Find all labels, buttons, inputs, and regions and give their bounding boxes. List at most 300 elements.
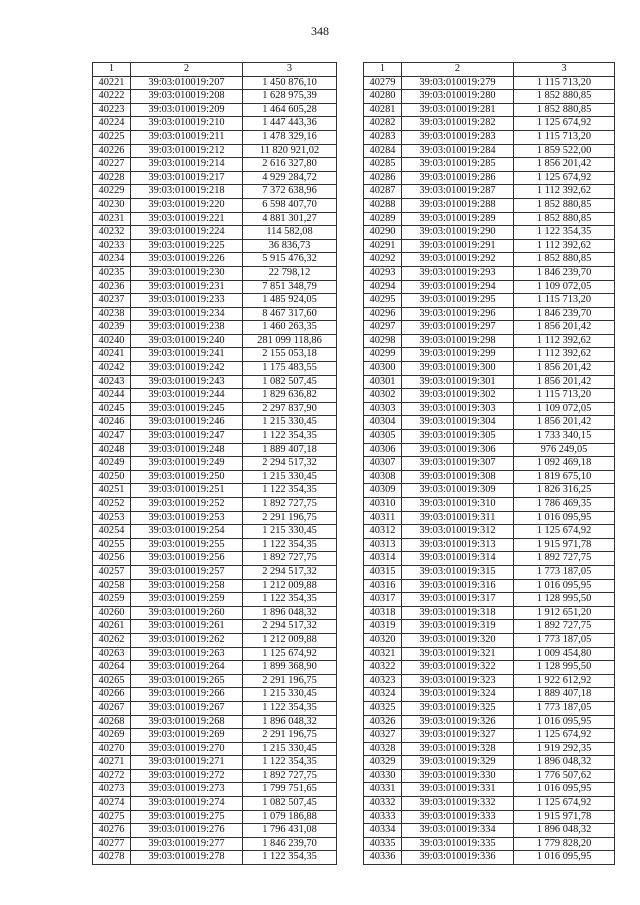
row-number: 40237: [93, 294, 131, 308]
cadastral-value: 1 856 201,42: [514, 158, 615, 172]
row-number: 40235: [93, 266, 131, 280]
row-number: 40250: [93, 470, 131, 484]
cadastral-number: 39:03:010019:308: [402, 470, 514, 484]
table-row: [364, 674, 615, 688]
cadastral-value: 2 616 327,80: [243, 158, 337, 172]
row-number: 40240: [93, 334, 131, 348]
row-number: 40280: [364, 90, 402, 104]
row-number: 40288: [364, 198, 402, 212]
cadastral-value: 1 447 443,36: [243, 117, 337, 131]
table-row: [364, 76, 615, 90]
table-row: [364, 362, 615, 376]
row-number: 40231: [93, 212, 131, 226]
cadastral-value: 1 852 880,85: [514, 103, 615, 117]
cadastral-number: 39:03:010019:259: [131, 593, 243, 607]
cadastral-value: 1 122 354,35: [243, 538, 337, 552]
table-row: [364, 511, 615, 525]
row-number: 40298: [364, 334, 402, 348]
cadastral-value: 1 896 048,32: [243, 715, 337, 729]
table-row: [93, 606, 337, 620]
table-row: [364, 198, 615, 212]
row-number: 40258: [93, 579, 131, 593]
row-number: 40236: [93, 280, 131, 294]
cadastral-number: 39:03:010019:336: [402, 851, 514, 865]
right-table: [363, 62, 615, 865]
row-number: 40228: [93, 171, 131, 185]
table-row: [93, 579, 337, 593]
cadastral-value: 4 881 301,27: [243, 212, 337, 226]
row-number: 40317: [364, 593, 402, 607]
cadastral-number: 39:03:010019:301: [402, 375, 514, 389]
cadastral-value: 1 852 880,85: [514, 253, 615, 267]
cadastral-value: 1 215 330,45: [243, 742, 337, 756]
row-number: 40222: [93, 90, 131, 104]
row-number: 40265: [93, 674, 131, 688]
cadastral-number: 39:03:010019:220: [131, 198, 243, 212]
cadastral-number: 39:03:010019:242: [131, 362, 243, 376]
row-number: 40256: [93, 552, 131, 566]
cadastral-number: 39:03:010019:208: [131, 90, 243, 104]
cadastral-value: 1 215 330,45: [243, 688, 337, 702]
table-row: [93, 729, 337, 743]
row-number: 40302: [364, 389, 402, 403]
cadastral-number: 39:03:010019:212: [131, 144, 243, 158]
row-number: 40327: [364, 729, 402, 743]
table-row: [364, 552, 615, 566]
cadastral-value: 1 109 072,05: [514, 402, 615, 416]
cadastral-number: 39:03:010019:269: [131, 729, 243, 743]
row-number: 40291: [364, 239, 402, 253]
left-table-body: [93, 76, 337, 864]
table-row: [364, 565, 615, 579]
row-number: 40224: [93, 117, 131, 131]
cadastral-number: 39:03:010019:279: [402, 76, 514, 90]
table-row: [93, 334, 337, 348]
cadastral-number: 39:03:010019:273: [131, 783, 243, 797]
page-number: 348: [311, 24, 329, 38]
cadastral-value: 1 128 995,50: [514, 661, 615, 675]
row-number: 40269: [93, 729, 131, 743]
cadastral-number: 39:03:010019:285: [402, 158, 514, 172]
row-number: 40300: [364, 362, 402, 376]
table-row: [364, 701, 615, 715]
table-row: [364, 348, 615, 362]
cadastral-number: 39:03:010019:218: [131, 185, 243, 199]
table-row: [364, 130, 615, 144]
row-number: 40287: [364, 185, 402, 199]
table-row: [93, 525, 337, 539]
table-row: [364, 525, 615, 539]
cadastral-value: 1 856 201,42: [514, 321, 615, 335]
table-row: [93, 321, 337, 335]
table-row: [364, 103, 615, 117]
cadastral-number: 39:03:010019:277: [131, 837, 243, 851]
cadastral-value: 1 125 674,92: [514, 117, 615, 131]
cadastral-value: 1 122 354,35: [243, 593, 337, 607]
row-number: 40324: [364, 688, 402, 702]
row-number: 40334: [364, 824, 402, 838]
table-row: [364, 688, 615, 702]
cadastral-number: 39:03:010019:270: [131, 742, 243, 756]
table-row: [364, 633, 615, 647]
cadastral-value: 1 892 727,75: [243, 552, 337, 566]
cadastral-number: 39:03:010019:305: [402, 430, 514, 444]
cadastral-value: 1 846 239,70: [514, 307, 615, 321]
cadastral-value: 2 291 196,75: [243, 674, 337, 688]
row-number: 40336: [364, 851, 402, 865]
cadastral-value: 1 122 354,35: [243, 430, 337, 444]
row-number: 40243: [93, 375, 131, 389]
cadastral-value: 1 212 009,88: [243, 579, 337, 593]
cadastral-number: 39:03:010019:325: [402, 701, 514, 715]
table-row: [93, 457, 337, 471]
header-col-1: 1: [93, 63, 131, 77]
cadastral-value: 1 215 330,45: [243, 470, 337, 484]
cadastral-value: 2 291 196,75: [243, 511, 337, 525]
row-number: 40329: [364, 756, 402, 770]
cadastral-value: 1 485 924,05: [243, 294, 337, 308]
cadastral-value: 1 896 048,32: [243, 606, 337, 620]
table-row: [93, 851, 337, 865]
table-row: [364, 158, 615, 172]
row-number: 40252: [93, 498, 131, 512]
cadastral-value: 1 115 713,20: [514, 294, 615, 308]
cadastral-number: 39:03:010019:316: [402, 579, 514, 593]
cadastral-number: 39:03:010019:295: [402, 294, 514, 308]
cadastral-value: 1 122 354,35: [243, 851, 337, 865]
table-row: [364, 294, 615, 308]
table-row: [364, 579, 615, 593]
row-number: 40226: [93, 144, 131, 158]
cadastral-value: 4 929 284,72: [243, 171, 337, 185]
row-number: 40303: [364, 402, 402, 416]
table-row: [364, 226, 615, 240]
cadastral-value: 1 915 971,78: [514, 810, 615, 824]
table-row: [93, 158, 337, 172]
table-row: [93, 538, 337, 552]
table-row: [364, 266, 615, 280]
row-number: 40290: [364, 226, 402, 240]
cadastral-number: 39:03:010019:226: [131, 253, 243, 267]
cadastral-number: 39:03:010019:280: [402, 90, 514, 104]
cadastral-value: 1 892 727,75: [243, 769, 337, 783]
row-number: 40313: [364, 538, 402, 552]
cadastral-value: 1 852 880,85: [514, 198, 615, 212]
cadastral-value: 1 478 329,16: [243, 130, 337, 144]
cadastral-value: 1 125 674,92: [514, 525, 615, 539]
table-row: [364, 742, 615, 756]
cadastral-value: 1 082 507,45: [243, 797, 337, 811]
row-number: 40320: [364, 633, 402, 647]
cadastral-number: 39:03:010019:274: [131, 797, 243, 811]
cadastral-value: 1 122 354,35: [514, 226, 615, 240]
row-number: 40242: [93, 362, 131, 376]
table-row: [93, 620, 337, 634]
cadastral-number: 39:03:010019:288: [402, 198, 514, 212]
row-number: 40261: [93, 620, 131, 634]
cadastral-number: 39:03:010019:282: [402, 117, 514, 131]
cadastral-number: 39:03:010019:302: [402, 389, 514, 403]
row-number: 40304: [364, 416, 402, 430]
table-row: [364, 661, 615, 675]
row-number: 40316: [364, 579, 402, 593]
row-number: 40272: [93, 769, 131, 783]
table-row: [364, 538, 615, 552]
cadastral-value: 1 826 316,25: [514, 484, 615, 498]
cadastral-number: 39:03:010019:253: [131, 511, 243, 525]
cadastral-value: 8 467 317,60: [243, 307, 337, 321]
cadastral-number: 39:03:010019:330: [402, 769, 514, 783]
cadastral-number: 39:03:010019:254: [131, 525, 243, 539]
row-number: 40325: [364, 701, 402, 715]
row-number: 40315: [364, 565, 402, 579]
cadastral-number: 39:03:010019:324: [402, 688, 514, 702]
cadastral-value: 1 896 048,32: [514, 824, 615, 838]
cadastral-number: 39:03:010019:284: [402, 144, 514, 158]
row-number: 40312: [364, 525, 402, 539]
table-row: [364, 253, 615, 267]
cadastral-value: 1 212 009,88: [243, 633, 337, 647]
row-number: 40331: [364, 783, 402, 797]
cadastral-value: 1 125 674,92: [514, 729, 615, 743]
cadastral-number: 39:03:010019:265: [131, 674, 243, 688]
cadastral-number: 39:03:010019:287: [402, 185, 514, 199]
row-number: 40297: [364, 321, 402, 335]
cadastral-number: 39:03:010019:266: [131, 688, 243, 702]
cadastral-value: 1 092 469,18: [514, 457, 615, 471]
table-row: [93, 824, 337, 838]
row-number: 40301: [364, 375, 402, 389]
cadastral-value: 1 889 407,18: [243, 443, 337, 457]
cadastral-value: 22 798,12: [243, 266, 337, 280]
row-number: 40266: [93, 688, 131, 702]
cadastral-number: 39:03:010019:275: [131, 810, 243, 824]
cadastral-number: 39:03:010019:257: [131, 565, 243, 579]
cadastral-value: 1 889 407,18: [514, 688, 615, 702]
row-number: 40326: [364, 715, 402, 729]
cadastral-value: 1 896 048,32: [514, 756, 615, 770]
row-number: 40289: [364, 212, 402, 226]
cadastral-value: 1 464 605,28: [243, 103, 337, 117]
table-row: [93, 430, 337, 444]
table-row: [364, 185, 615, 199]
table-row: [93, 253, 337, 267]
cadastral-number: 39:03:010019:298: [402, 334, 514, 348]
row-number: 40279: [364, 76, 402, 90]
cadastral-number: 39:03:010019:245: [131, 402, 243, 416]
table-row: [364, 402, 615, 416]
cadastral-value: 1 773 187,05: [514, 633, 615, 647]
cadastral-number: 39:03:010019:299: [402, 348, 514, 362]
cadastral-value: 1 829 636,82: [243, 389, 337, 403]
row-number: 40332: [364, 797, 402, 811]
table-row: [364, 307, 615, 321]
row-number: 40285: [364, 158, 402, 172]
table-row: [93, 117, 337, 131]
table-row: [364, 715, 615, 729]
cadastral-value: 2 294 517,32: [243, 457, 337, 471]
cadastral-number: 39:03:010019:272: [131, 769, 243, 783]
cadastral-value: 1 460 263,35: [243, 321, 337, 335]
cadastral-number: 39:03:010019:320: [402, 633, 514, 647]
row-number: 40263: [93, 647, 131, 661]
row-number: 40253: [93, 511, 131, 525]
cadastral-value: 1 773 187,05: [514, 565, 615, 579]
cadastral-number: 39:03:010019:248: [131, 443, 243, 457]
row-number: 40223: [93, 103, 131, 117]
row-number: 40330: [364, 769, 402, 783]
cadastral-number: 39:03:010019:328: [402, 742, 514, 756]
row-number: 40321: [364, 647, 402, 661]
row-number: 40260: [93, 606, 131, 620]
header-col-1: 1: [364, 63, 402, 77]
row-number: 40299: [364, 348, 402, 362]
row-number: 40294: [364, 280, 402, 294]
table-row: [364, 144, 615, 158]
right-table-body: [364, 76, 615, 864]
cadastral-value: 1 856 201,42: [514, 362, 615, 376]
cadastral-value: 1 175 483,55: [243, 362, 337, 376]
cadastral-value: 7 372 638,96: [243, 185, 337, 199]
cadastral-value: 1 115 713,20: [514, 76, 615, 90]
row-number: 40259: [93, 593, 131, 607]
row-number: 40293: [364, 266, 402, 280]
table-row: [93, 280, 337, 294]
table-row: [93, 171, 337, 185]
cadastral-value: 11 820 921,02: [243, 144, 337, 158]
row-number: 40239: [93, 321, 131, 335]
row-number: 40234: [93, 253, 131, 267]
row-number: 40296: [364, 307, 402, 321]
table-row: [364, 171, 615, 185]
row-number: 40221: [93, 76, 131, 90]
cadastral-value: 2 297 837,90: [243, 402, 337, 416]
row-number: 40232: [93, 226, 131, 240]
row-number: 40268: [93, 715, 131, 729]
cadastral-number: 39:03:010019:307: [402, 457, 514, 471]
cadastral-number: 39:03:010019:314: [402, 552, 514, 566]
cadastral-value: 1 125 674,92: [514, 171, 615, 185]
table-row: [364, 117, 615, 131]
cadastral-number: 39:03:010019:286: [402, 171, 514, 185]
cadastral-number: 39:03:010019:315: [402, 565, 514, 579]
table-row: [93, 307, 337, 321]
cadastral-value: 2 291 196,75: [243, 729, 337, 743]
row-number: 40307: [364, 457, 402, 471]
row-number: 40292: [364, 253, 402, 267]
row-number: 40278: [93, 851, 131, 865]
cadastral-value: 1 109 072,05: [514, 280, 615, 294]
cadastral-value: 1 892 727,75: [243, 498, 337, 512]
row-number: 40271: [93, 756, 131, 770]
left-table: [92, 62, 337, 865]
cadastral-value: 2 155 053,18: [243, 348, 337, 362]
row-number: 40309: [364, 484, 402, 498]
cadastral-value: 1 122 354,35: [243, 756, 337, 770]
row-number: 40322: [364, 661, 402, 675]
cadastral-value: 1 016 095,95: [514, 851, 615, 865]
cadastral-value: 1 819 675,10: [514, 470, 615, 484]
cadastral-value: 1 892 727,75: [514, 552, 615, 566]
table-row: [364, 90, 615, 104]
cadastral-number: 39:03:010019:256: [131, 552, 243, 566]
table-header-row: [93, 63, 337, 77]
row-number: 40305: [364, 430, 402, 444]
row-number: 40251: [93, 484, 131, 498]
table-row: [93, 90, 337, 104]
cadastral-value: 1 846 239,70: [514, 266, 615, 280]
cadastral-number: 39:03:010019:281: [402, 103, 514, 117]
cadastral-number: 39:03:010019:221: [131, 212, 243, 226]
table-row: [364, 212, 615, 226]
cadastral-number: 39:03:010019:334: [402, 824, 514, 838]
cadastral-number: 39:03:010019:333: [402, 810, 514, 824]
cadastral-value: 1 079 186,88: [243, 810, 337, 824]
cadastral-value: 1 915 971,78: [514, 538, 615, 552]
cadastral-number: 39:03:010019:312: [402, 525, 514, 539]
row-number: 40246: [93, 416, 131, 430]
cadastral-value: 1 215 330,45: [243, 525, 337, 539]
table-row: [93, 484, 337, 498]
row-number: 40270: [93, 742, 131, 756]
table-row: [364, 783, 615, 797]
table-row: [93, 144, 337, 158]
cadastral-value: 2 294 517,32: [243, 565, 337, 579]
cadastral-number: 39:03:010019:331: [402, 783, 514, 797]
table-row: [93, 266, 337, 280]
table-row: [93, 130, 337, 144]
table-row: [93, 810, 337, 824]
cadastral-value: 1 859 522,00: [514, 144, 615, 158]
table-row: [93, 661, 337, 675]
row-number: 40241: [93, 348, 131, 362]
cadastral-value: 1 016 095,95: [514, 511, 615, 525]
table-row: [93, 239, 337, 253]
table-row: [93, 185, 337, 199]
table-row: [364, 389, 615, 403]
cadastral-number: 39:03:010019:283: [402, 130, 514, 144]
cadastral-number: 39:03:010019:258: [131, 579, 243, 593]
cadastral-value: 7 851 348,79: [243, 280, 337, 294]
cadastral-number: 39:03:010019:225: [131, 239, 243, 253]
row-number: 40274: [93, 797, 131, 811]
table-row: [93, 443, 337, 457]
table-row: [93, 565, 337, 579]
header-col-3: 3: [514, 63, 615, 77]
table-row: [364, 851, 615, 865]
cadastral-number: 39:03:010019:329: [402, 756, 514, 770]
row-number: 40323: [364, 674, 402, 688]
table-row: [93, 783, 337, 797]
cadastral-number: 39:03:010019:247: [131, 430, 243, 444]
cadastral-number: 39:03:010019:306: [402, 443, 514, 457]
cadastral-value: 1 733 340,15: [514, 430, 615, 444]
cadastral-number: 39:03:010019:267: [131, 701, 243, 715]
table-row: [364, 498, 615, 512]
table-row: [93, 633, 337, 647]
row-number: 40248: [93, 443, 131, 457]
row-number: 40254: [93, 525, 131, 539]
row-number: 40230: [93, 198, 131, 212]
cadastral-number: 39:03:010019:310: [402, 498, 514, 512]
table-row: [93, 742, 337, 756]
cadastral-number: 39:03:010019:243: [131, 375, 243, 389]
table-row: [364, 769, 615, 783]
table-row: [364, 647, 615, 661]
table-row: [364, 837, 615, 851]
cadastral-number: 39:03:010019:309: [402, 484, 514, 498]
table-row: [93, 470, 337, 484]
